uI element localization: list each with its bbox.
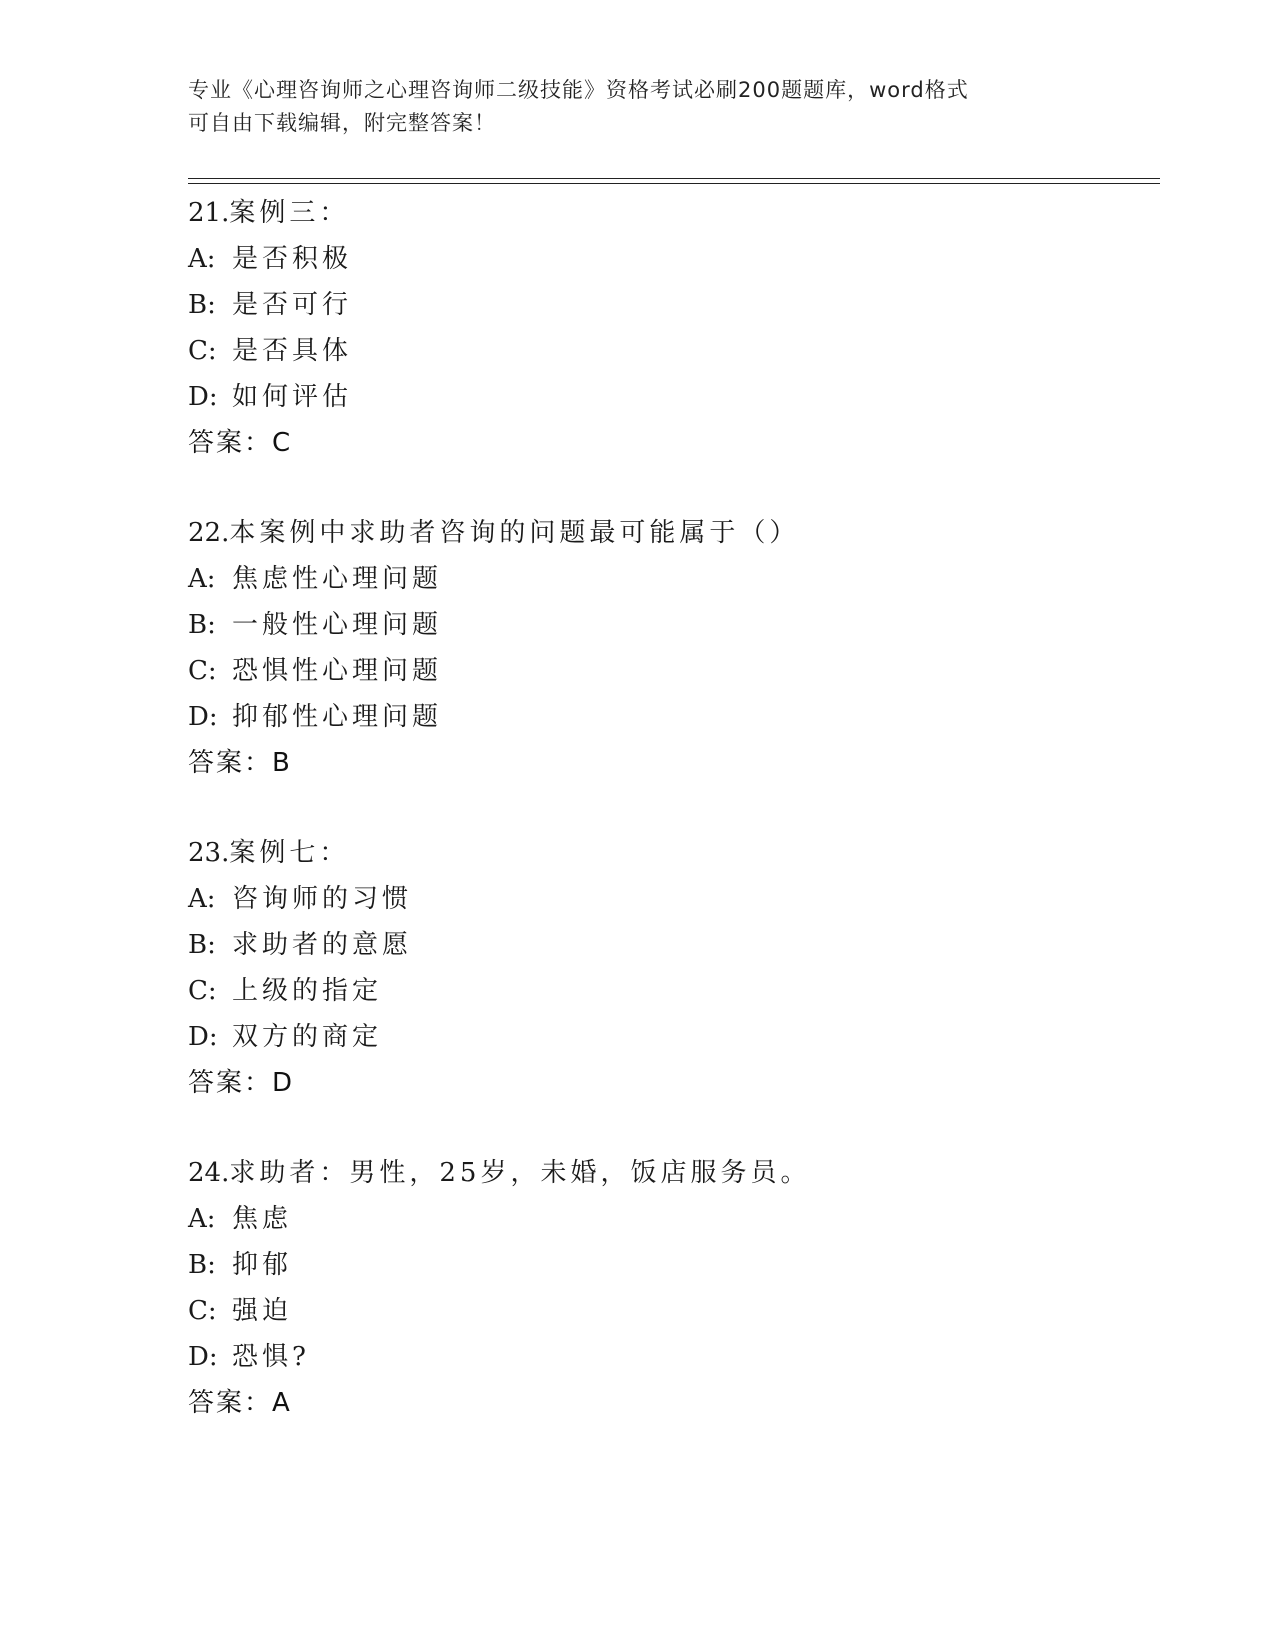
question-text: 求助者：男性，25岁，未婚，饭店服务员。 [229, 1158, 811, 1188]
option-letter: B: [188, 930, 216, 960]
question-21 [188, 190, 1148, 466]
question-stem [188, 830, 1148, 876]
header-line-1: 专业《心理咨询师之心理咨询师二级技能》资格考试必刷200题题库，word格式 [188, 78, 969, 102]
option-letter: C: [188, 656, 217, 686]
answer-line: 答案：D [188, 1068, 295, 1098]
option-text: 焦虑 [232, 1204, 293, 1234]
option-letter: A: [188, 244, 216, 274]
header-line-2: 可自由下载编辑，附完整答案！ [188, 111, 496, 135]
option-letter: A: [188, 564, 216, 594]
option-c [188, 328, 1148, 374]
option-letter: D: [188, 382, 218, 412]
question-24 [188, 1150, 1148, 1426]
option-letter: C: [188, 1296, 217, 1326]
question-list [188, 190, 1148, 1470]
option-c [188, 968, 1148, 1014]
option-text: 双方的商定 [232, 1022, 383, 1052]
option-d [188, 374, 1148, 420]
option-text: 是否积极 [232, 244, 353, 274]
option-letter: D: [188, 1342, 218, 1372]
option-text: 咨询师的习惯 [232, 884, 413, 914]
option-text: 上级的指定 [232, 976, 383, 1006]
option-a [188, 556, 1148, 602]
option-text: 恐惧? [232, 1342, 310, 1372]
option-text: 抑郁 [232, 1250, 293, 1280]
question-stem [188, 510, 1148, 556]
option-b [188, 282, 1148, 328]
answer-line: 答案：B [188, 748, 292, 778]
question-stem [188, 190, 1148, 236]
option-c [188, 648, 1148, 694]
option-a [188, 236, 1148, 282]
option-text: 恐惧性心理问题 [232, 656, 443, 686]
answer-line: 答案：A [188, 1388, 292, 1418]
option-letter: C: [188, 976, 217, 1006]
option-b [188, 1242, 1148, 1288]
option-d [188, 1014, 1148, 1060]
question-number: 21. [188, 198, 230, 228]
option-text: 焦虑性心理问题 [232, 564, 443, 594]
document-header [188, 74, 1088, 140]
option-b [188, 922, 1148, 968]
option-a [188, 876, 1148, 922]
option-letter: B: [188, 610, 216, 640]
option-letter: D: [188, 702, 218, 732]
header-divider-top [188, 178, 1160, 179]
question-text: 案例七： [229, 838, 350, 868]
option-c [188, 1288, 1148, 1334]
header-divider-bottom [188, 183, 1160, 184]
option-letter: D: [188, 1022, 218, 1052]
option-d [188, 1334, 1148, 1380]
question-22 [188, 510, 1148, 786]
option-a [188, 1196, 1148, 1242]
answer-line: 答案：C [188, 428, 293, 458]
option-text: 抑郁性心理问题 [232, 702, 443, 732]
option-letter: A: [188, 1204, 216, 1234]
option-b [188, 602, 1148, 648]
option-text: 求助者的意愿 [232, 930, 413, 960]
question-text: 案例三： [229, 198, 350, 228]
option-letter: C: [188, 336, 217, 366]
option-d [188, 694, 1148, 740]
option-text: 如何评估 [232, 382, 353, 412]
option-letter: A: [188, 884, 216, 914]
option-text: 是否具体 [232, 336, 353, 366]
question-23 [188, 830, 1148, 1106]
question-text: 本案例中求助者咨询的问题最可能属于（） [229, 518, 800, 548]
option-text: 是否可行 [232, 290, 353, 320]
option-text: 强迫 [232, 1296, 293, 1326]
question-number: 24. [188, 1158, 230, 1188]
question-number: 23. [188, 838, 230, 868]
question-stem [188, 1150, 1148, 1196]
question-number: 22. [188, 518, 230, 548]
option-letter: B: [188, 290, 216, 320]
option-text: 一般性心理问题 [232, 610, 443, 640]
option-letter: B: [188, 1250, 216, 1280]
